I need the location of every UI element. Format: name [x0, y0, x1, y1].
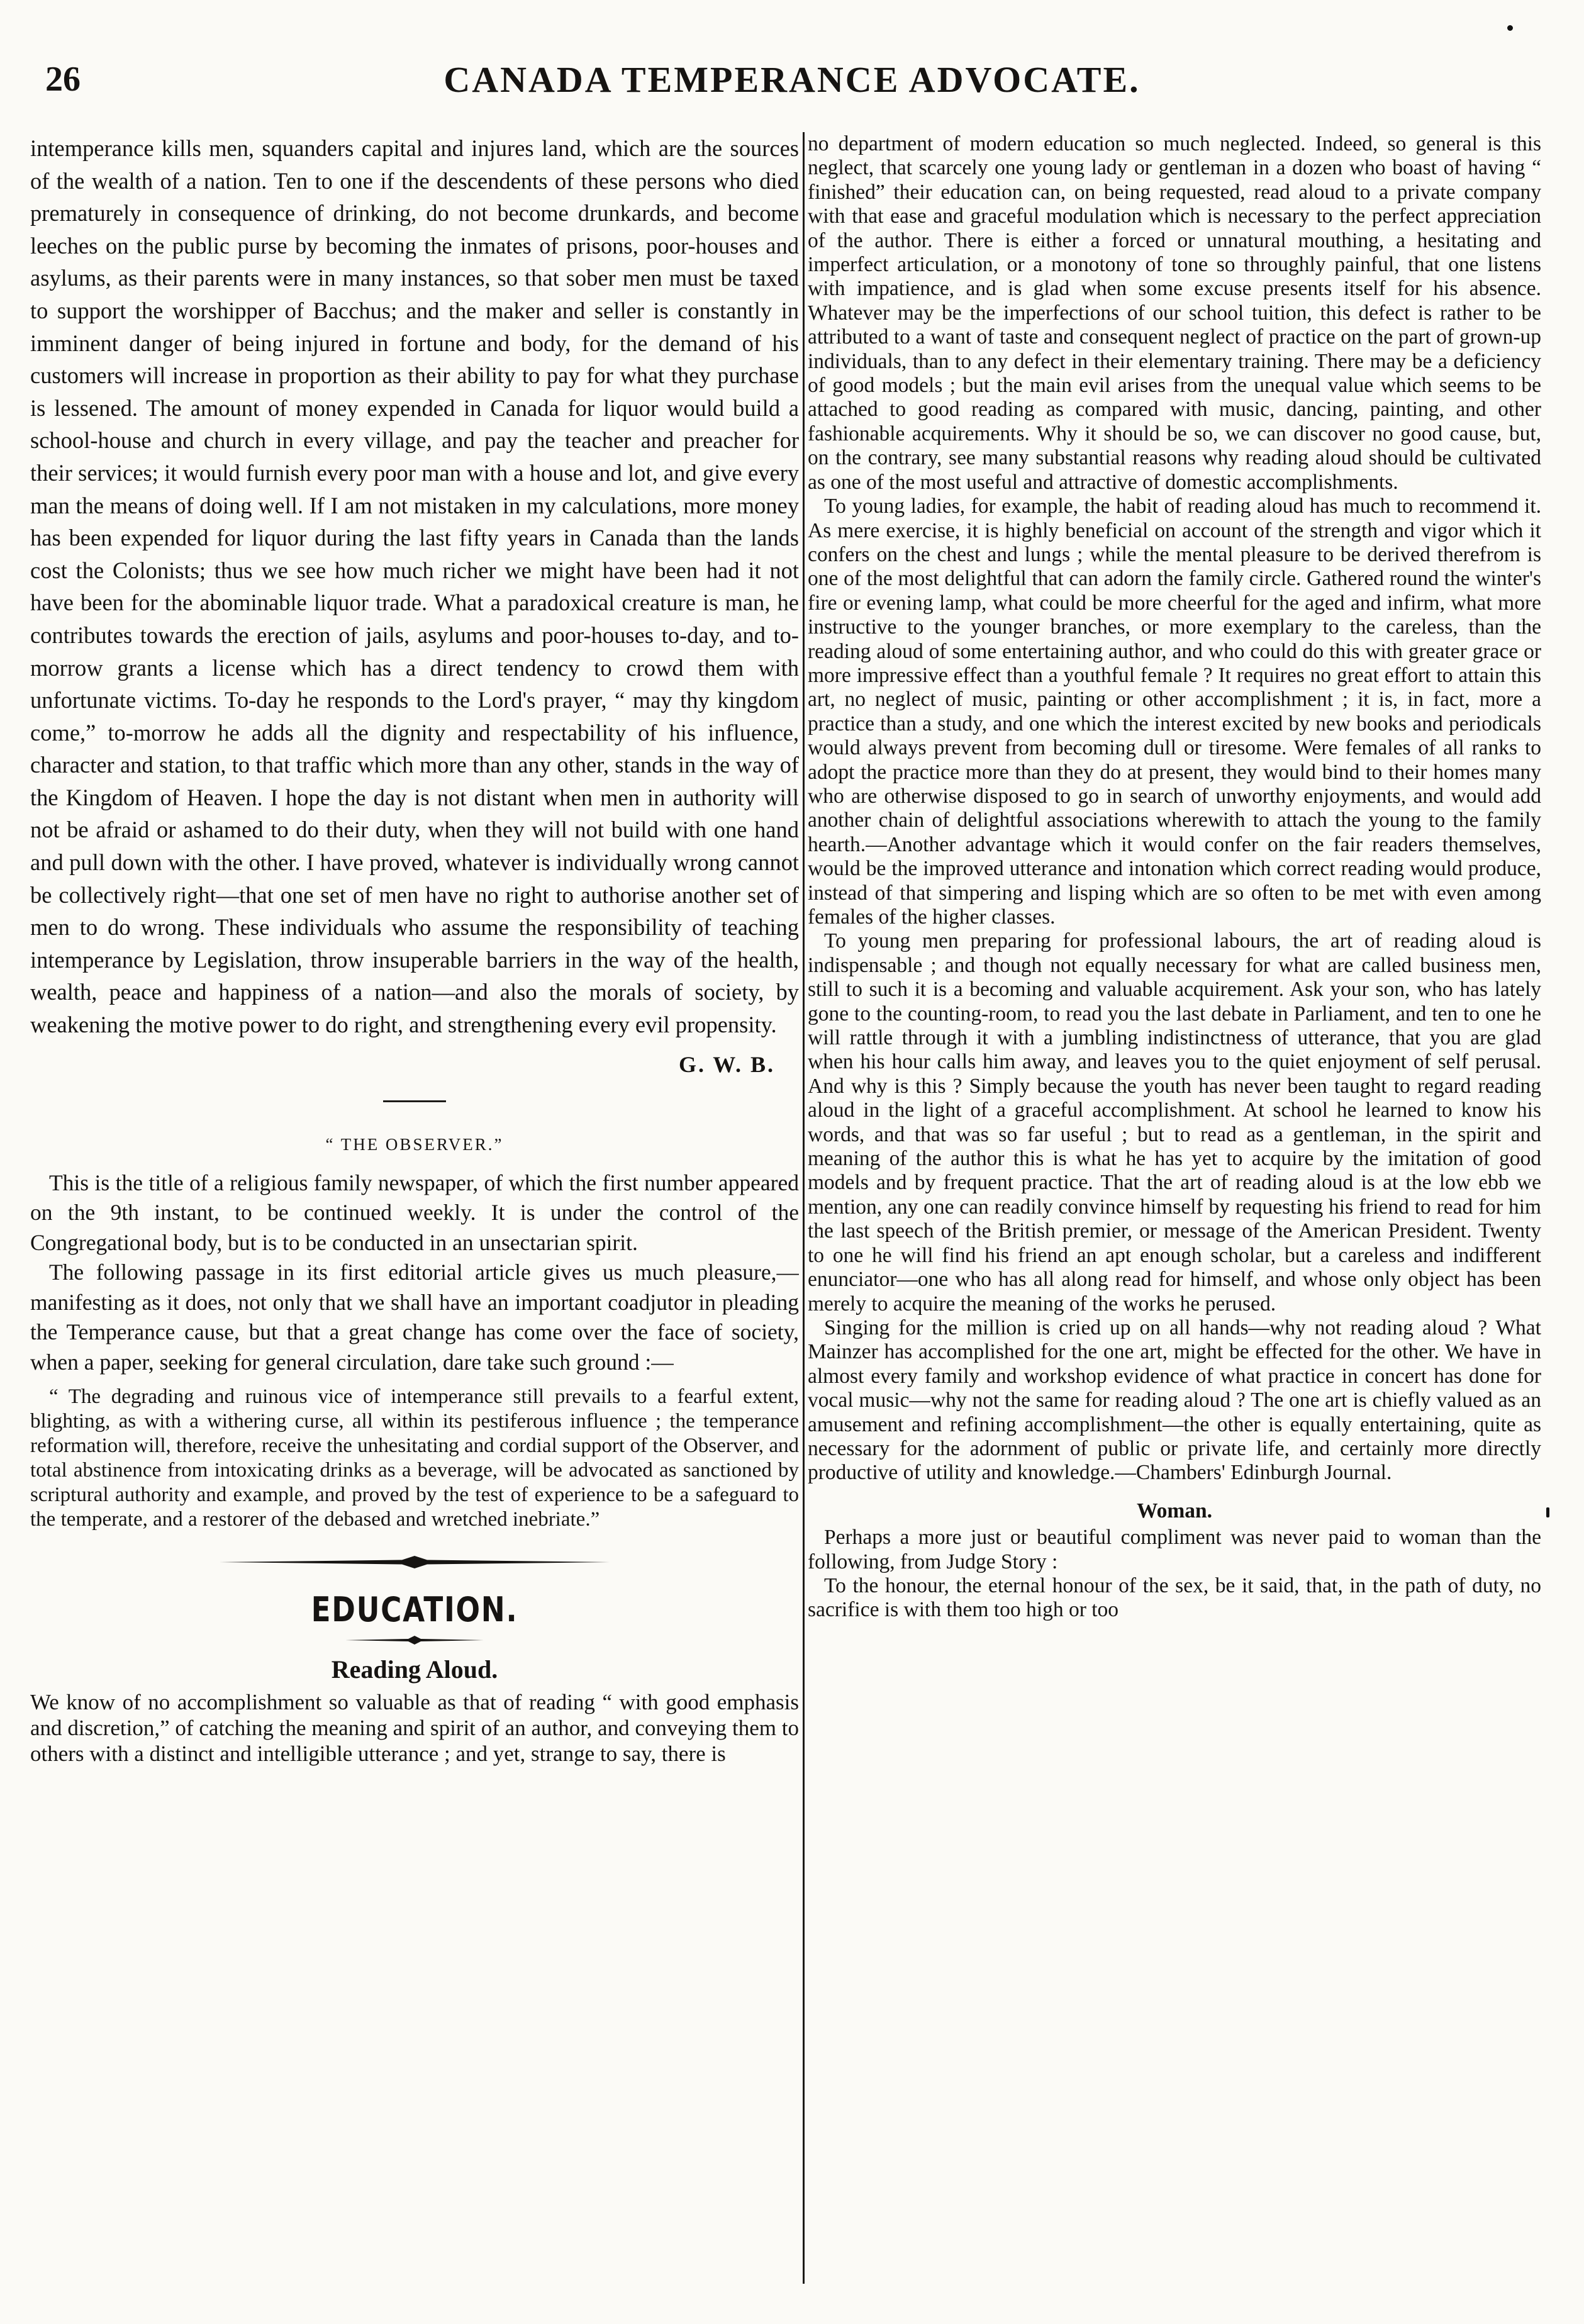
observer-paragraph: The following passage in its first editorial article gives us much pleasure,—manifesting as it does, not only that we shall have an important coadjutor in pleading the Temperance cause, but that a great change has come over the face of society, when a paper, seeking for general circulation, dare take such ground :— [30, 1260, 799, 1375]
observer-article [30, 1168, 799, 1533]
article-paragraph: To young men preparing for professional labours, the art of reading aloud is indispensable ; and though not equally necessary for what are called business men, still to such it is a becoming and valuable acquirement. Ask your son, who has lately gone to the counting-room, to read you the last debate in Parliament, and ten to one he will rattle through it with a jumbling indistinctness of utterance, that you are glad when his hour calls him away, and leaves you to the quiet enjoyment of self perusal. And why is this ? Simply because the youth has never been taught to regard reading aloud in the light of a graceful accomplishment. At school he learned to know his words, and that was so far useful ; but to read as a gentleman, in the spirit and meaning of the author this is what he has yet to acquire by the imitation of good models and by frequent practice. That the art of reading aloud is at the low ebb we mention, any one can readily convince himself by requesting his friend to read for him the last speech of the British premier, or message of the American President. Twenty to one he will find his friend an apt enough scholar, but a careless and indifferent enunciator—one who has all along read for himself, and whose only object has been merely to acquire the meaning of the works he perused. [808, 929, 1541, 1316]
article-paragraph: To young ladies, for example, the habit of reading aloud has much to recommend it. As mere exercise, it is highly beneficial on account of the strength and vigor which it confers on the chest and lungs ; while the mental pleasure to be derived therefrom is one of the most delightful that can adorn the family circle. Gathered round the winter's fire or evening lamp, what could be more cheerful for the aged and infirm, what more instructive to the younger branches, or more exemplary to the careless, than the reading aloud of some entertaining author, and who could do this with greater grace or more impressive effect than a youthful female ? It requires no great effort to attain this art, no neglect of music, painting or other accomplishment ; it is, in fact, more a practice than a study, and one which the interest excited by new books and periodicals would always prevent from becoming dull or tiresome. Were females of all ranks to adopt the practice more than they do at present, they would bind to their homes many who are otherwise disposed to go in search of unworthy enjoyments, and would add another chain of delightful associations wherewith to attach the young to the family hearth.—Another advantage which it would confer on the fair readers themselves, would be the improved utterance and intonation which correct reading would produce, instead of that simpering and lisping which are so often to be met with even among females of the higher classes. [808, 494, 1541, 929]
woman-heading: Woman. [1136, 1499, 1213, 1522]
ink-speck [1507, 25, 1513, 31]
running-head: CANADA TEMPERANCE ADVOCATE. [443, 59, 1141, 100]
small-ornament [345, 1636, 484, 1645]
woman-paragraph: Perhaps a more just or beautiful compliment was never paid to woman than the following, from Judge Story : [808, 1526, 1541, 1573]
page-number: 26 [45, 60, 81, 99]
observer-paragraph: This is the title of a religious family newspaper, of which the first number appeared on the 9th instant, to be continued weekly. It is under the control of the Congregational body, but is to be conducted in an unsectarian spirit. [30, 1170, 799, 1255]
woman-paragraph: To the honour, the eternal honour of the sex, be it said, that, in the path of duty, no sacrifice is with them too high or too [808, 1573, 1541, 1622]
left-column [30, 132, 799, 1767]
section-title: EDUCATION. [311, 1590, 518, 1630]
temperance-essay [30, 132, 799, 1041]
right-column [808, 132, 1541, 1623]
reading-paragraph: We know of no accomplishment so valuable as that of reading “ with good emphasis and discretion,” of catching the meaning and spirit of an author, and conveying them to others with a distinct and intelligible utterance ; and yet, strange to say, there is [30, 1690, 799, 1767]
signature: G. W. B. [678, 1051, 775, 1077]
observer-quote: “ The degrading and ruinous vice of intemperance still prevails to a fearful extent, blighting, as with a withering curse, all within its pestiferous influence ; the temperance reformation will, therefore, receive the unhesitating and cordial support of the Observer, and total abstinence from intoxicating drinks as a beverage, will be advocated as sanctioned by scriptural authority and example, and proved by the test of experience to be a safeguard to the temperate, and a restorer of the debased and wretched inebriate.” [30, 1385, 799, 1531]
column-rule [803, 132, 805, 2284]
article-title: Reading Aloud. [331, 1655, 498, 1684]
reading-aloud-article [808, 132, 1541, 1623]
section-divider [383, 1100, 446, 1102]
ornamental-rule [220, 1556, 610, 1568]
article-paragraph: Singing for the million is cried up on all hands—why not reading aloud ? What Mainzer has accomplished for the one art, might be effected for the other. We have in almost every family and workshop evidence of what practice in concert has done for vocal music—why not the same for reading aloud ? The one art is chiefly valued as an amusement and refining accomplishment—the other is equally entertaining, quite as necessary for the adornment of public or private life, and certainly more directly productive of utility and knowledge.—Chambers' Edinburgh Journal. [808, 1316, 1541, 1485]
observer-heading: “ THE OBSERVER.” [325, 1134, 504, 1154]
ink-speck [1546, 1507, 1549, 1517]
reading-aloud-intro [30, 1689, 799, 1767]
article-paragraph: no department of modern education so much neglected. Indeed, so general is this neglect, that scarcely one young lady or gentleman in a dozen who boast of having “ finished” their education can, on being requested, read aloud to a private company with that ease and graceful modulation which is necessary to the perfect appreciation of the author. There is either a forced or unnatural mouthing, a hesitating and imperfect articulation, or a monotony of tone so throughly painful, that one listens with impatience, and is glad when some excuse presents itself for his absence. Whatever may be the imperfections of our school tuition, this defect is rather to be attributed to a want of taste and consequent neglect of practice on the part of grown-up individuals, than to any defect in their elementary training. There may be a deficiency of good models ; but the main evil arises from the unequal value which seems to be attached to good reading as compared with music, dancing, painting, and other fashionable acquirements. Why it should be so, we can discover no good cause, but, on the contrary, see many substantial reasons why reading aloud should be cultivated as one of the most useful and attractive of domestic accomplishments. [808, 132, 1541, 494]
essay-paragraph: intemperance kills men, squanders capital and injures land, which are the sources of the wealth of a nation. Ten to one if the descendents of these persons who died prematurely in consequence of drinking, do not become drunkards, and become leeches on the public purse by becoming the inmates of prisons, poor-houses and asylums, as their parents were in many instances, so that sober men must be taxed to support the worshipper of Bacchus; and the maker and seller is constantly in imminent danger of being injured in fortune and body, for the demand of his customers will increase in proportion as their ability to pay for what they purchase is lessened. The amount of money expended in Canada for liquor would build a school-house and church in every village, and pay the teacher and preacher for their services; it would furnish every poor man with a house and lot, and give every man the means of doing well. If I am not mistaken in my calculations, more money has been expended for liquor during the last fifty years in Canada than the lands cost the Colonists; thus we see how much richer we might have been had it not have been for the abominable liquor trade. What a paradoxical creature is man, he contributes towards the erection of jails, asylums and poor-houses to-day, and to-morrow grants a license which has a direct tendency to crowd them with unfortunate victims. To-day he responds to the Lord's prayer, “ may thy kingdom come,” to-morrow he adds all the dignity and respectability of his influence, character and station, to that traffic which more than any other, stands in the way of the Kingdom of Heaven. I hope the day is not distant when men in authority will not be afraid or ashamed to do their duty, when they will not build with one hand and pull down with the other. I have proved, whatever is individually wrong cannot be collectively right—that one set of men have no right to authorise another set of men to do wrong. These individuals who assume the responsibility of teaching intemperance by Legislation, throw insuperable barriers in the way of the health, wealth, peace and happiness of a nation—and also the morals of society, by weakening the motive power to do right, and strengthening every evil propensity. [30, 135, 799, 1038]
